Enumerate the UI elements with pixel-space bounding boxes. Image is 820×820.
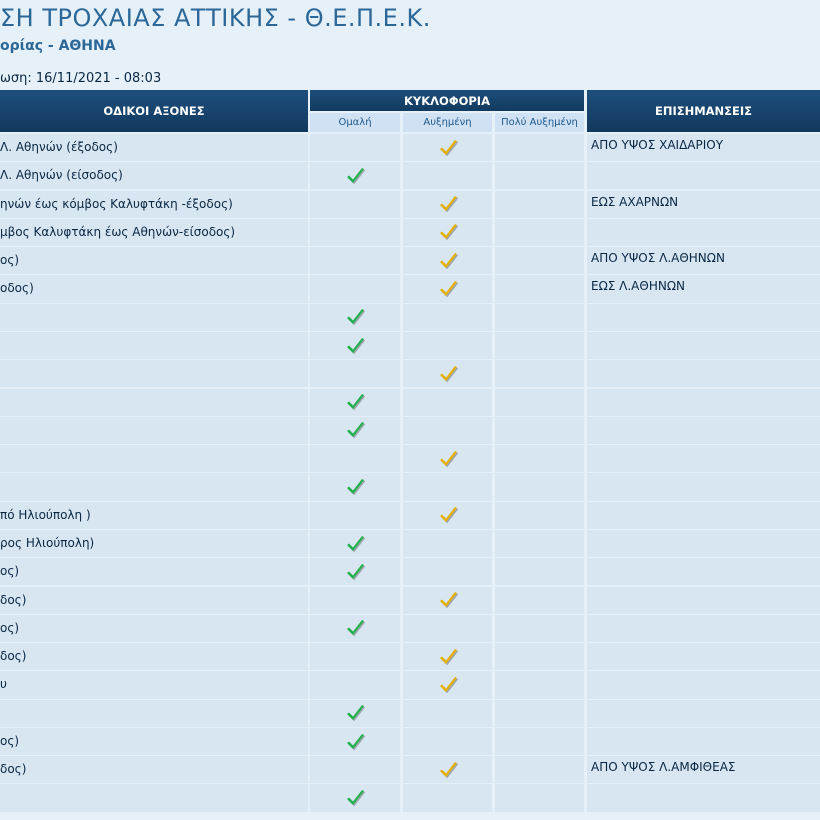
- traffic-level-cell: [495, 700, 584, 727]
- yellow-check-icon: [437, 448, 459, 470]
- green-check-icon: [344, 702, 366, 724]
- road-name: [0, 417, 308, 444]
- traffic-level-cell: [495, 530, 584, 557]
- traffic-level-cell: [495, 191, 584, 218]
- table-row: [0, 134, 820, 161]
- road-name: ος): [0, 728, 308, 755]
- note-cell: [587, 671, 820, 698]
- road-name: Λ. Αθηνών (είσοδος): [0, 162, 308, 189]
- traffic-level-cell: [495, 728, 584, 755]
- road-name: [0, 332, 308, 359]
- level-normal-header: Ομαλή: [310, 113, 400, 132]
- level-increased-header: Αυξημένη: [403, 113, 492, 132]
- last-update-text: ωση: 16/11/2021 - 08:03: [0, 71, 162, 86]
- green-check-icon: [344, 561, 366, 583]
- table-row: [0, 162, 820, 189]
- traffic-level-cell: [403, 473, 492, 500]
- traffic-level-cell: [495, 615, 584, 642]
- traffic-level-cell: [403, 191, 492, 218]
- note-cell: [587, 728, 820, 755]
- note-cell: [587, 445, 820, 472]
- note-cell: [587, 587, 820, 614]
- table-row: [0, 784, 820, 811]
- note-cell: [587, 473, 820, 500]
- traffic-level-cell: [403, 360, 492, 387]
- traffic-level-cell: [403, 219, 492, 246]
- road-name: ηνών έως κόμβος Καλυφτάκη -έξοδος): [0, 191, 308, 218]
- traffic-level-cell: [495, 219, 584, 246]
- traffic-level-cell: [495, 643, 584, 670]
- traffic-level-cell: [310, 360, 400, 387]
- traffic-level-cell: [403, 700, 492, 727]
- traffic-level-cell: [495, 417, 584, 444]
- traffic-level-cell: [310, 417, 400, 444]
- traffic-level-cell: [403, 615, 492, 642]
- table-row: [0, 191, 820, 218]
- table-row: [0, 643, 820, 670]
- traffic-level-cell: [495, 332, 584, 359]
- yellow-check-icon: [437, 221, 459, 243]
- road-name: [0, 389, 308, 416]
- traffic-level-cell: [310, 671, 400, 698]
- traffic-level-cell: [403, 756, 492, 783]
- traffic-level-cell: [310, 587, 400, 614]
- road-name: [0, 784, 308, 811]
- table-row: [0, 615, 820, 642]
- road-name: ος): [0, 615, 308, 642]
- table-row: [0, 728, 820, 755]
- green-check-icon: [344, 391, 366, 413]
- road-name: μβος Καλυφτάκη έως Αθηνών-είσοδος): [0, 219, 308, 246]
- traffic-level-cell: [495, 247, 584, 274]
- note-cell: ΑΠΟ ΥΨΟΣ Λ.ΑΘΗΝΩΝ: [587, 247, 820, 274]
- green-check-icon: [344, 419, 366, 441]
- road-name: [0, 700, 308, 727]
- green-check-icon: [344, 306, 366, 328]
- traffic-level-cell: [403, 671, 492, 698]
- traffic-level-cell: [310, 162, 400, 189]
- traffic-level-cell: [310, 558, 400, 585]
- road-name: ος): [0, 558, 308, 585]
- page-title: ΣΗ ΤΡΟΧΑΙΑΣ ΑΤΤΙΚΗΣ - Θ.Ε.Π.Ε.Κ.: [0, 4, 431, 32]
- traffic-header: ΚΥΚΛΟΦΟΡΙΑ: [310, 90, 584, 111]
- note-cell: [587, 558, 820, 585]
- traffic-level-cell: [495, 162, 584, 189]
- yellow-check-icon: [437, 278, 459, 300]
- table-row: [0, 700, 820, 727]
- traffic-level-cell: [495, 756, 584, 783]
- traffic-level-cell: [403, 417, 492, 444]
- green-check-icon: [344, 731, 366, 753]
- traffic-level-cell: [403, 332, 492, 359]
- traffic-level-cell: [310, 784, 400, 811]
- traffic-level-cell: [403, 502, 492, 529]
- note-cell: [587, 615, 820, 642]
- green-check-icon: [344, 165, 366, 187]
- note-cell: [587, 643, 820, 670]
- note-cell: [587, 417, 820, 444]
- notes-header: ΕΠΙΣΗΜΑΝΣΕΙΣ: [587, 90, 820, 132]
- table-row: [0, 445, 820, 472]
- table-row: [0, 360, 820, 387]
- road-name: δος): [0, 756, 308, 783]
- road-name: δος): [0, 643, 308, 670]
- note-cell: ΑΠΟ ΥΨΟΣ ΧΑΙΔΑΡΙΟΥ: [587, 134, 820, 161]
- traffic-level-cell: [495, 134, 584, 161]
- yellow-check-icon: [437, 589, 459, 611]
- traffic-level-cell: [495, 558, 584, 585]
- traffic-level-cell: [310, 643, 400, 670]
- traffic-level-cell: [403, 643, 492, 670]
- yellow-check-icon: [437, 193, 459, 215]
- green-check-icon: [344, 335, 366, 357]
- traffic-level-cell: [403, 304, 492, 331]
- traffic-level-cell: [495, 784, 584, 811]
- road-name: πό Ηλιούπολη ): [0, 502, 308, 529]
- traffic-level-cell: [495, 502, 584, 529]
- table-row: [0, 219, 820, 246]
- page-subtitle: ορίας - ΑΘΗΝΑ: [0, 38, 116, 54]
- road-name: [0, 473, 308, 500]
- traffic-level-cell: [310, 530, 400, 557]
- road-name: Λ. Αθηνών (έξοδος): [0, 134, 308, 161]
- level-very-increased-header: Πολύ Αυξημένη: [495, 113, 584, 132]
- traffic-level-cell: [495, 275, 584, 302]
- table-row: [0, 671, 820, 698]
- note-cell: ΑΠΟ ΥΨΟΣ Λ.ΑΜΦΙΘΕΑΣ: [587, 756, 820, 783]
- road-name: ος): [0, 247, 308, 274]
- note-cell: [587, 219, 820, 246]
- note-cell: [587, 389, 820, 416]
- note-cell: [587, 304, 820, 331]
- traffic-level-cell: [495, 389, 584, 416]
- yellow-check-icon: [437, 674, 459, 696]
- yellow-check-icon: [437, 250, 459, 272]
- traffic-level-cell: [495, 445, 584, 472]
- traffic-level-cell: [310, 275, 400, 302]
- road-name: [0, 304, 308, 331]
- traffic-level-cell: [403, 587, 492, 614]
- note-cell: [587, 162, 820, 189]
- roads-header: ΟΔΙΚΟΙ ΑΞΟΝΕΣ: [0, 90, 308, 132]
- note-cell: ΕΩΣ Λ.ΑΘΗΝΩΝ: [587, 275, 820, 302]
- note-cell: [587, 530, 820, 557]
- traffic-level-cell: [310, 191, 400, 218]
- traffic-level-cell: [403, 247, 492, 274]
- note-cell: [587, 784, 820, 811]
- traffic-level-cell: [310, 332, 400, 359]
- traffic-level-cell: [403, 389, 492, 416]
- road-name: ρος Ηλιούπολη): [0, 530, 308, 557]
- green-check-icon: [344, 787, 366, 809]
- traffic-level-cell: [495, 304, 584, 331]
- traffic-level-cell: [310, 389, 400, 416]
- traffic-level-cell: [495, 473, 584, 500]
- table-row: [0, 530, 820, 557]
- traffic-level-cell: [495, 671, 584, 698]
- traffic-level-cell: [403, 784, 492, 811]
- table-row: [0, 275, 820, 302]
- table-body: [0, 134, 820, 813]
- table-row: [0, 587, 820, 614]
- road-name: [0, 445, 308, 472]
- road-name: δος): [0, 587, 308, 614]
- table-row: [0, 304, 820, 331]
- traffic-level-cell: [403, 558, 492, 585]
- traffic-level-cell: [403, 162, 492, 189]
- traffic-level-cell: [403, 275, 492, 302]
- green-check-icon: [344, 617, 366, 639]
- traffic-level-cell: [495, 360, 584, 387]
- traffic-level-cell: [310, 700, 400, 727]
- traffic-level-cell: [403, 445, 492, 472]
- traffic-level-cell: [310, 473, 400, 500]
- green-check-icon: [344, 476, 366, 498]
- road-name: [0, 360, 308, 387]
- traffic-level-cell: [403, 134, 492, 161]
- traffic-level-cell: [403, 530, 492, 557]
- traffic-level-cell: [403, 728, 492, 755]
- note-cell: [587, 502, 820, 529]
- note-cell: [587, 700, 820, 727]
- traffic-level-cell: [310, 502, 400, 529]
- yellow-check-icon: [437, 759, 459, 781]
- road-name: οδος): [0, 275, 308, 302]
- traffic-level-cell: [310, 247, 400, 274]
- table-row: [0, 558, 820, 585]
- traffic-level-cell: [310, 304, 400, 331]
- table-row: [0, 389, 820, 416]
- table-row: [0, 417, 820, 444]
- road-name: υ: [0, 671, 308, 698]
- table-row: [0, 247, 820, 274]
- yellow-check-icon: [437, 363, 459, 385]
- traffic-level-cell: [310, 728, 400, 755]
- note-cell: [587, 360, 820, 387]
- note-cell: [587, 332, 820, 359]
- table-row: [0, 756, 820, 783]
- traffic-level-cell: [310, 134, 400, 161]
- table-row: [0, 502, 820, 529]
- green-check-icon: [344, 533, 366, 555]
- yellow-check-icon: [437, 646, 459, 668]
- traffic-level-cell: [310, 615, 400, 642]
- table-row: [0, 473, 820, 500]
- traffic-level-cell: [310, 445, 400, 472]
- traffic-level-cell: [310, 756, 400, 783]
- yellow-check-icon: [437, 137, 459, 159]
- traffic-level-cell: [495, 587, 584, 614]
- note-cell: ΕΩΣ ΑΧΑΡΝΩΝ: [587, 191, 820, 218]
- table-row: [0, 332, 820, 359]
- traffic-level-cell: [310, 219, 400, 246]
- yellow-check-icon: [437, 504, 459, 526]
